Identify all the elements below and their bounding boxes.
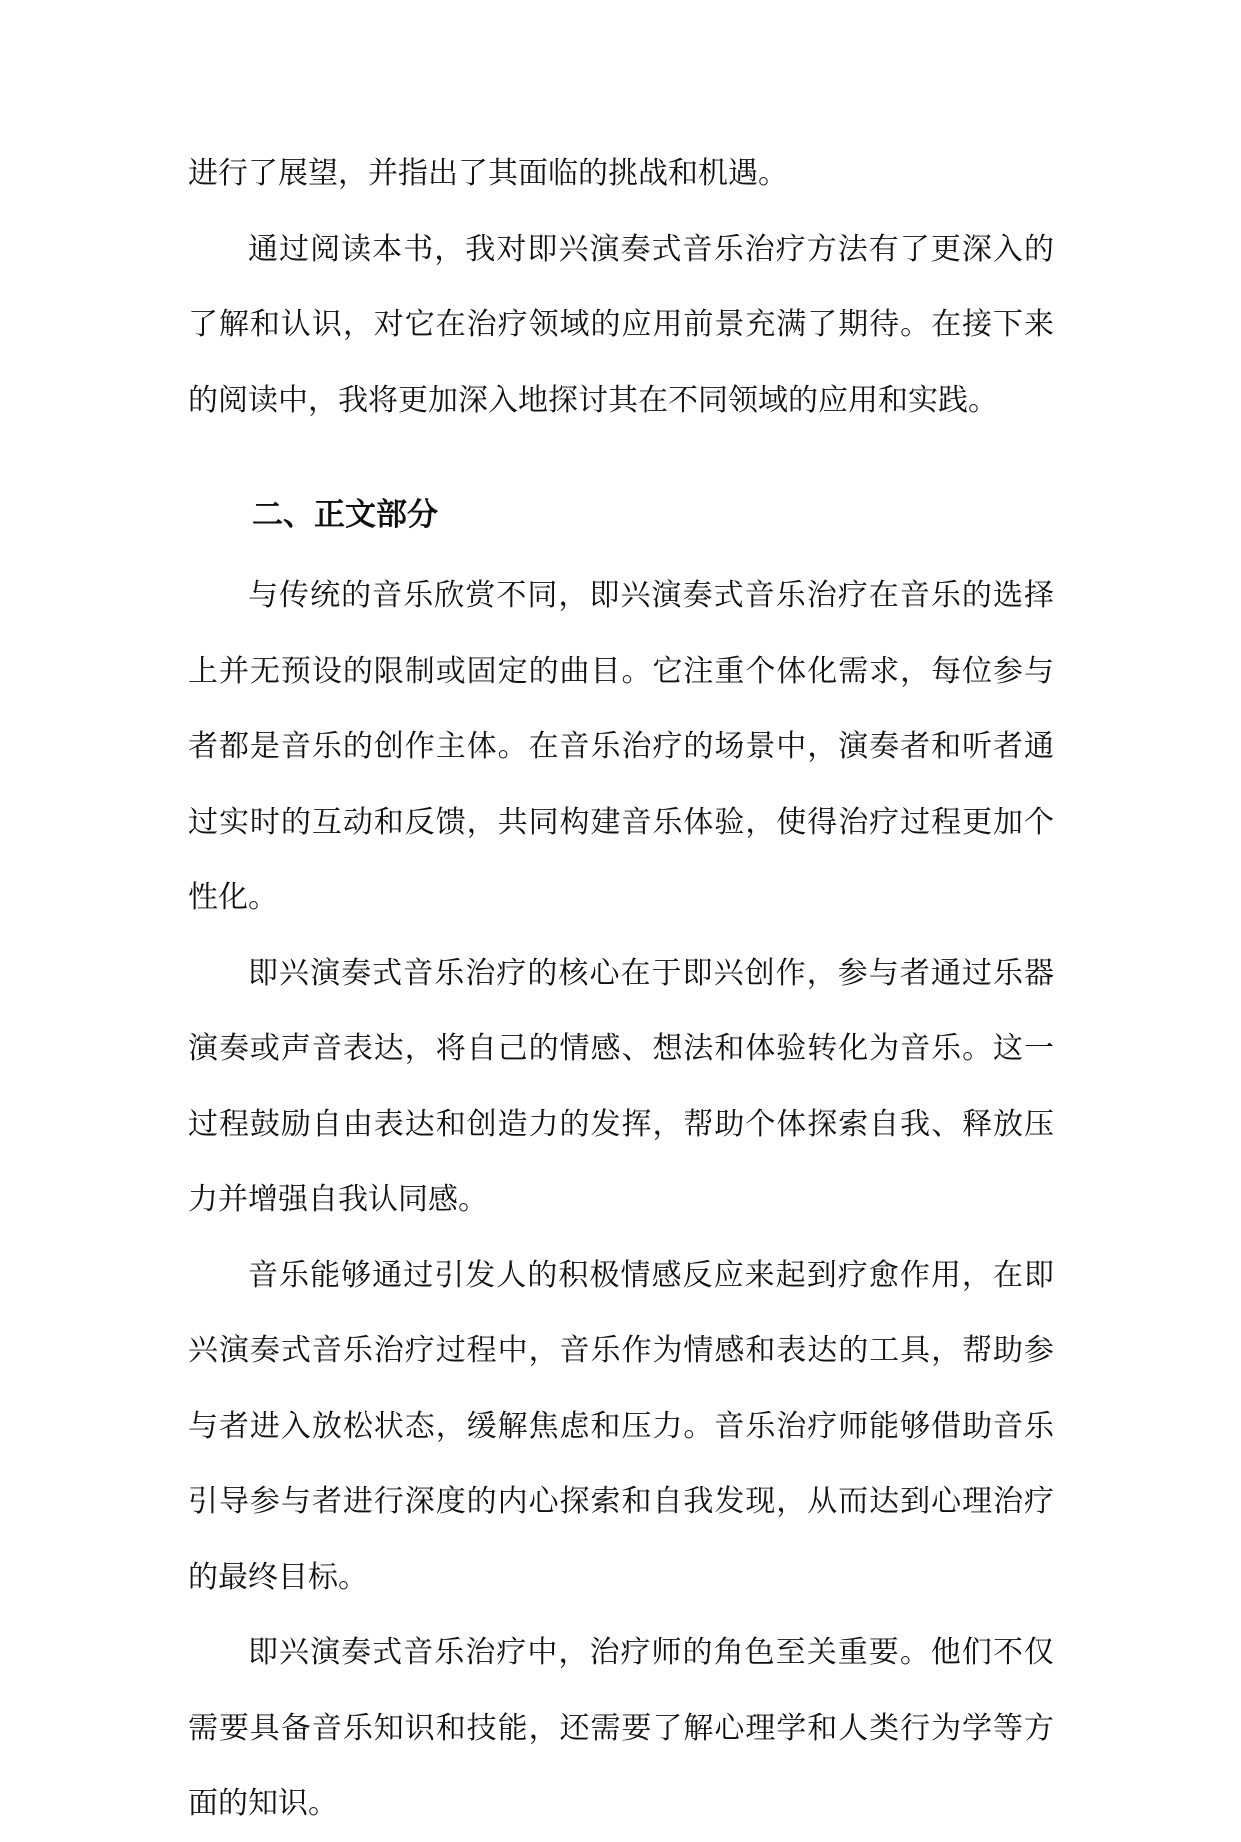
paragraph-section-2: 即兴演奏式音乐治疗的核心在于即兴创作，参与者通过乐器演奏或声音表达，将自己的情感、想法和体验转化为音乐。这一过程鼓励自由表达和创造力的发挥，帮助个体探索自我、释放压力并增强自我认同感。	[188, 955, 1054, 1217]
paragraph-section-4: 即兴演奏式音乐治疗中，治疗师的角色至关重要。他们不仅需要具备音乐知识和技能，还需要了解心理学和人类行为学等方面的知识。	[188, 1635, 1054, 1821]
paragraph-continuation: 进行了展望，并指出了其面临的挑战和机遇。	[188, 156, 788, 191]
paragraph-section-1: 与传统的音乐欣赏不同，即兴演奏式音乐治疗在音乐的选择上并无预设的限制或固定的曲目。它注重个体化需求，每位参与者都是音乐的创作主体。在音乐治疗的场景中，演奏者和听者通过实时的互动和反馈，共同构建音乐体验，使得治疗过程更加个性化。	[188, 578, 1054, 915]
section-heading: 二、正文部分	[252, 497, 438, 533]
paragraph-reading-reflection: 通过阅读本书，我对即兴演奏式音乐治疗方法有了更深入的了解和认识，对它在治疗领域的应用前景充满了期待。在接下来的阅读中，我将更加深入地探讨其在不同领域的应用和实践。	[188, 231, 1054, 418]
paragraph-section-3: 音乐能够通过引发人的积极情感反应来起到疗愈作用，在即兴演奏式音乐治疗过程中，音乐作为情感和表达的工具，帮助参与者进入放松状态，缓解焦虑和压力。音乐治疗师能够借助音乐引导参与者进行深度的内心探索和自我发现，从而达到心理治疗的最终目标。	[188, 1257, 1054, 1595]
document-body	[188, 136, 1054, 1842]
